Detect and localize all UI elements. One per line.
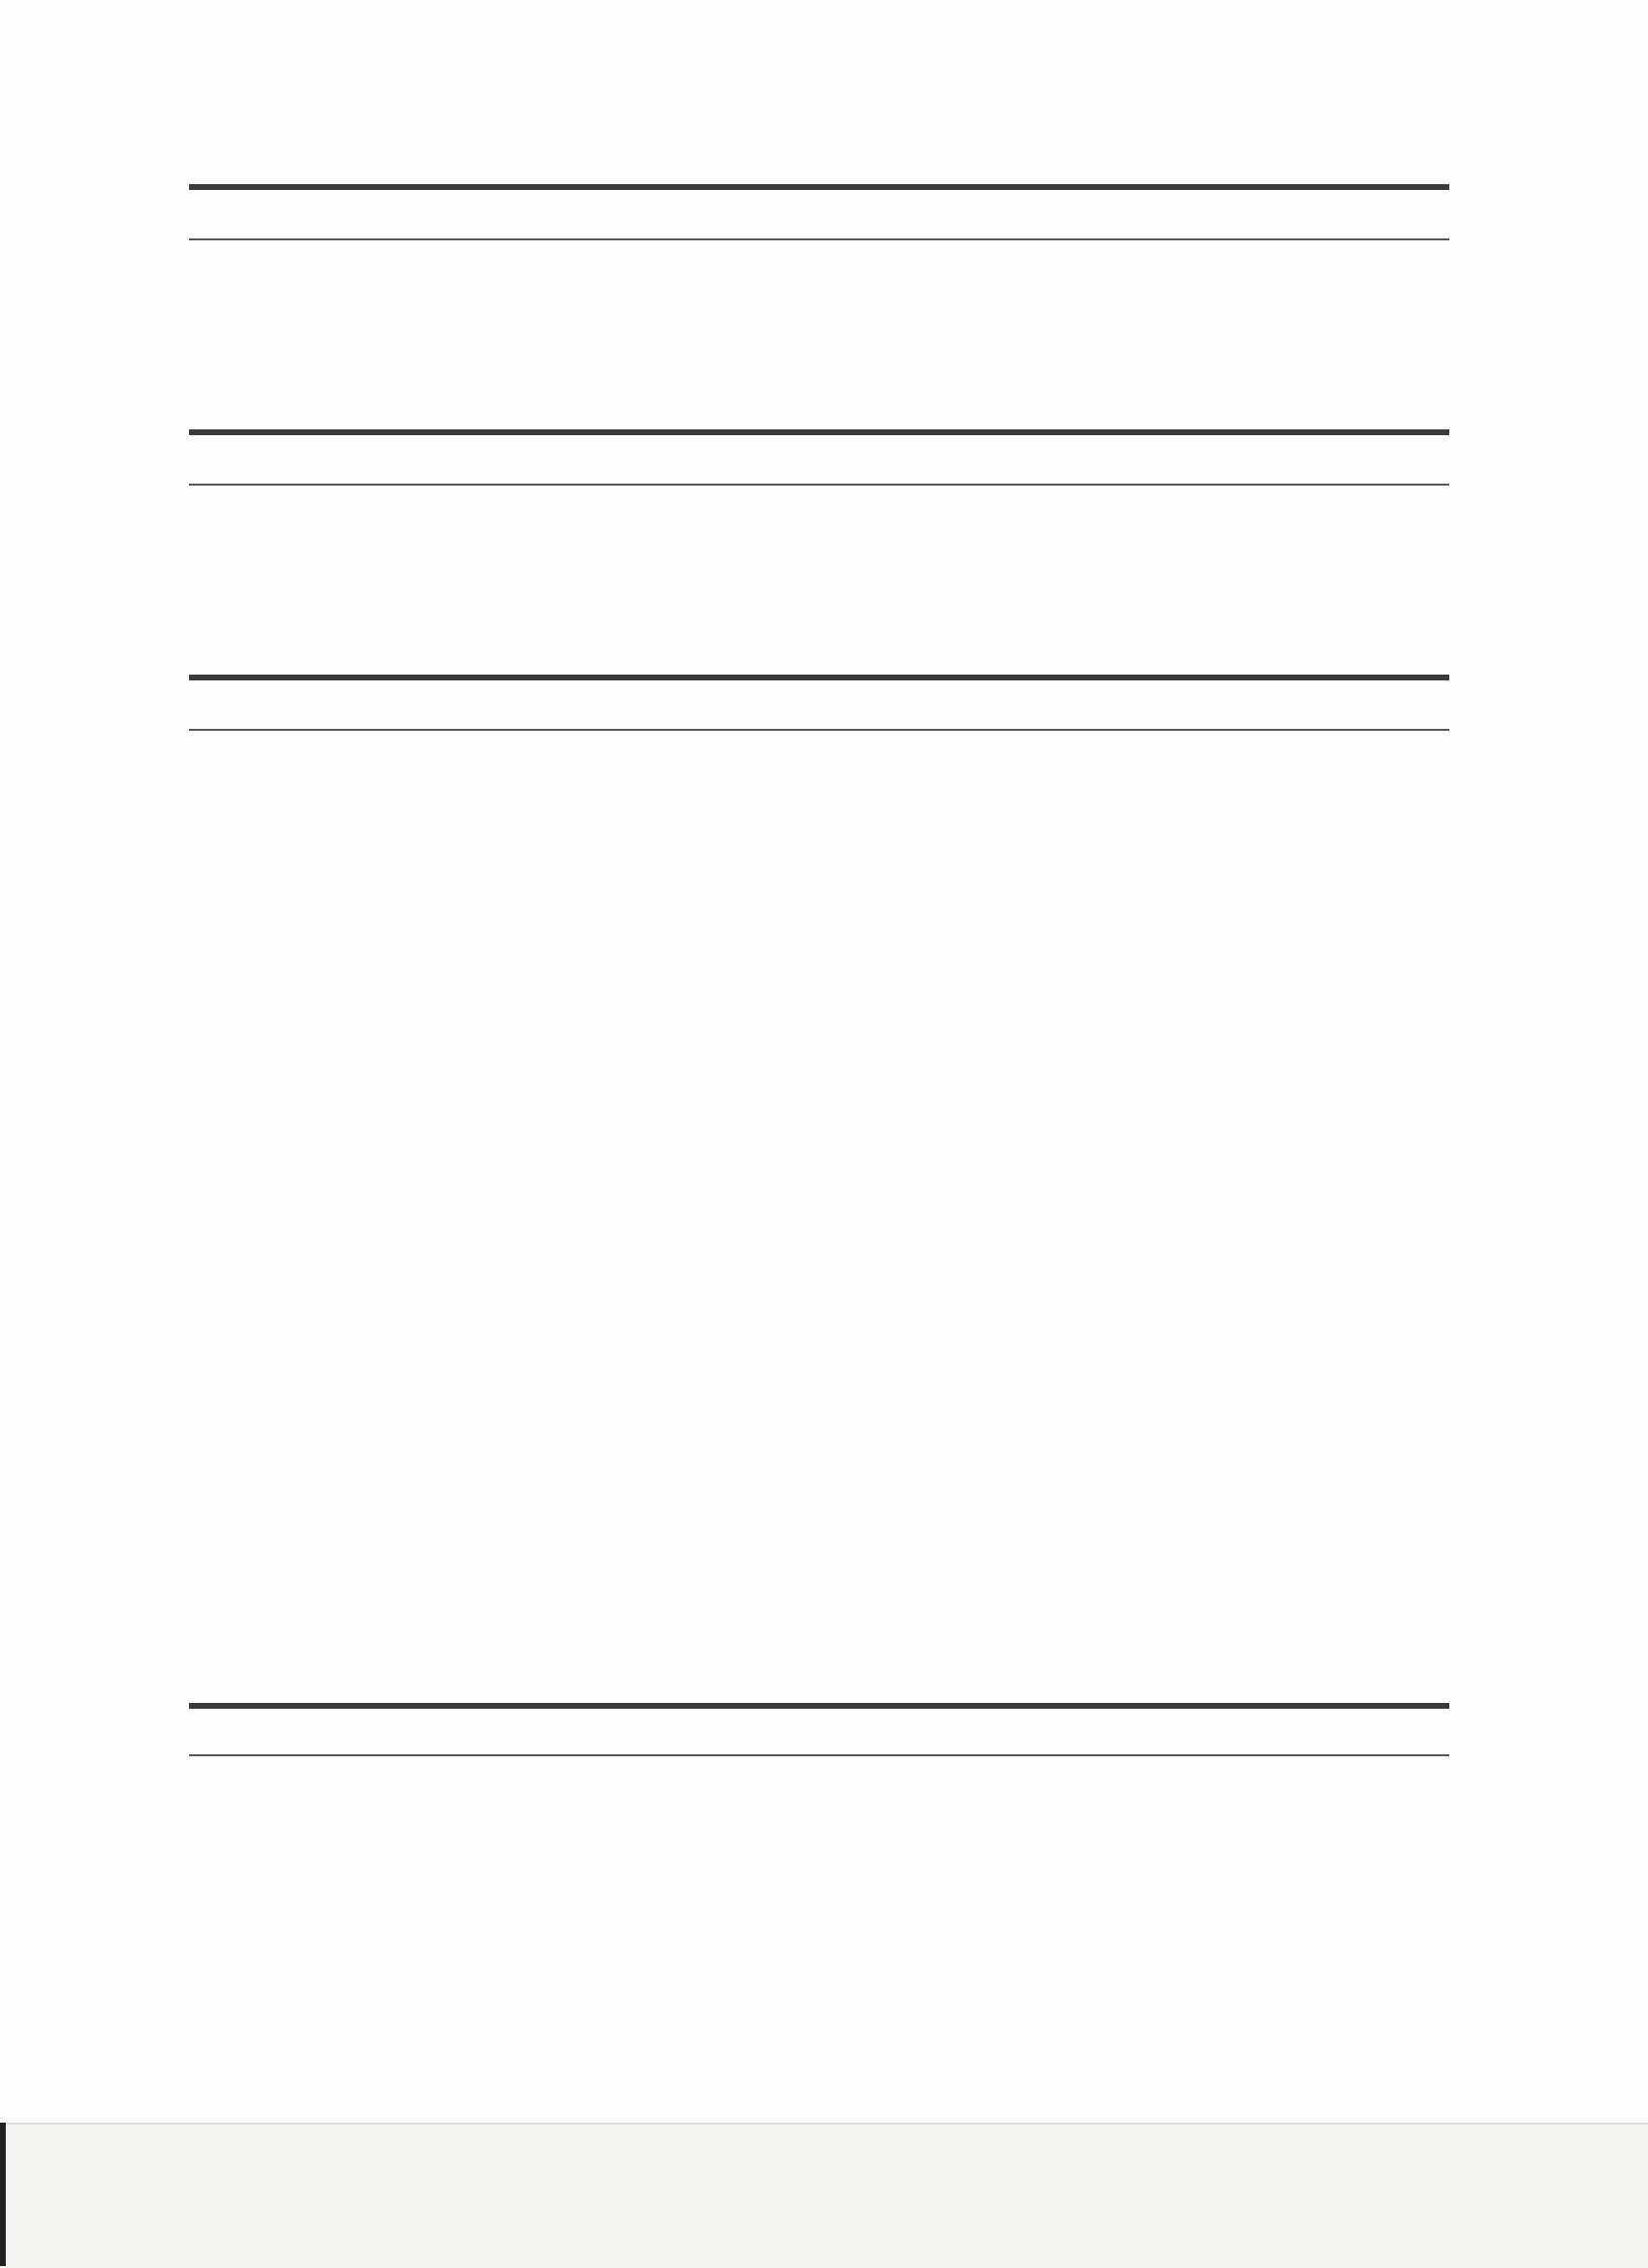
divider [189,729,1449,731]
section-rule [189,1703,1449,1709]
divider [189,484,1449,486]
divider [189,238,1449,240]
section-rule [189,675,1449,680]
divider [189,1754,1449,1756]
scan-background [0,2123,1648,2268]
section-rule [189,429,1449,435]
section-rule [189,184,1449,190]
scan-edge [0,2123,6,2266]
